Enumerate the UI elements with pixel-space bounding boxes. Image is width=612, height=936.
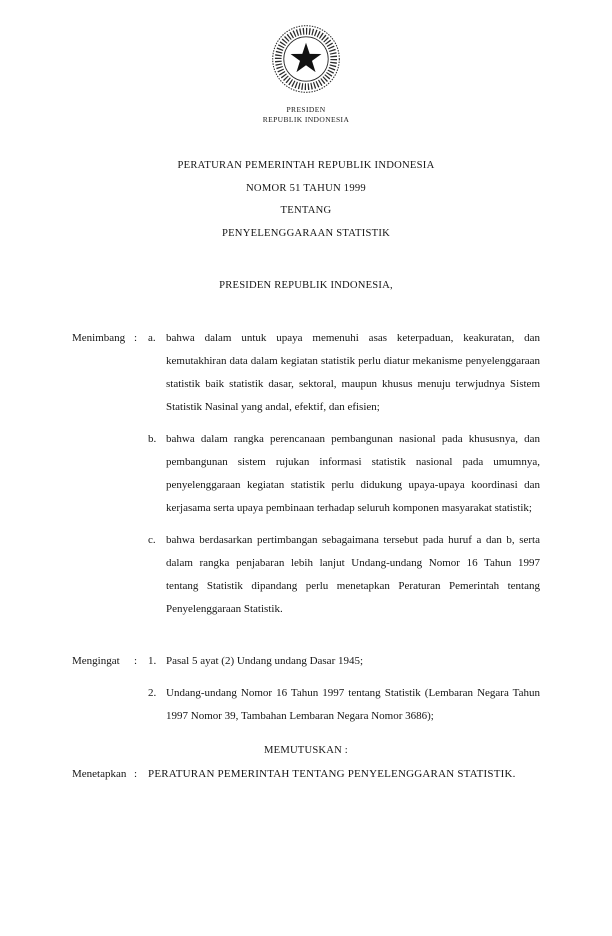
item-marker: a. (148, 332, 156, 344)
menetapkan-text: PERATURAN PEMERINTAH TENTANG PENYELENGGARAN STATISTIK. (148, 768, 516, 780)
item-text: bahwa dalam rangka perencanaan pembangunan nasional pada khususnya, dan pembangunan sistem rujukan informasi statistik nasional pada umumnya, penyelenggaraan kegiatan statistik perlu didukung upaya-upaya koordinasi dan kerjasama serta upaya pembinaan terhadap seluruh komponen masyarakat statistik; (166, 433, 540, 514)
memutuskan-heading: MEMUTUSKAN : (264, 745, 348, 756)
seal-caption (72, 105, 540, 125)
mengingat-item-1 (72, 650, 540, 673)
title-line-subject: PENYELENGGARAAN STATISTIK (221, 227, 391, 239)
menimbang-item-b (72, 428, 540, 520)
mengingat-item-2 (72, 682, 540, 728)
menimbang-colon: : (134, 332, 138, 344)
menetapkan-colon: : (134, 768, 138, 780)
title-line-tentang: TENTANG (280, 205, 332, 216)
seal-caption-line2: REPUBLIK INDONESIA (262, 115, 350, 124)
seal-block (72, 22, 540, 125)
item-marker: 1. (148, 655, 157, 667)
star-wreath-emblem-icon (267, 22, 345, 96)
title-line-number: NOMOR 51 TAHUN 1999 (246, 182, 366, 194)
menimbang-section (72, 327, 540, 621)
item-marker: c. (148, 534, 156, 546)
menimbang-label: Menimbang (72, 332, 126, 344)
item-text: Pasal 5 ayat (2) Undang undang Dasar 1945; (166, 655, 364, 667)
item-text: bahwa dalam untuk upaya memenuhi asas keterpaduan, keakuratan, dan kemutakhiran data dalam kegiatan statistik perlu diatur mekanisme penyelenggaraan statistik baik statistik dasar, sektoral, maupun khusus menuju terwjudnya Sistem Statistik Nasinal yang andal, efektif, dan efisien; (166, 332, 540, 413)
item-marker: 2. (148, 687, 157, 699)
menetapkan-section (72, 763, 540, 786)
menetapkan-row (72, 763, 540, 786)
menimbang-item-a (72, 327, 540, 419)
title-line-regulation: PERATURAN PEMERINTAH REPUBLIK INDONESIA (177, 160, 435, 171)
item-marker: b. (148, 433, 157, 445)
menetapkan-label: Menetapkan (72, 768, 127, 780)
seal-caption-line1: PRESIDEN (286, 105, 326, 114)
document-title-block (72, 155, 540, 245)
mengingat-section (72, 650, 540, 728)
mengingat-colon: : (134, 655, 138, 667)
item-text: bahwa berdasarkan pertimbangan sebagaimana tersebut pada huruf a dan b, serta dalam rangka penjabaran lebih lanjut Undang-undang Nomor 16 Tahun 1997 tentang Statistik dipandang perlu menetapkan Peraturan Pemerintah tentang Penyelenggaraan Statistik. (166, 534, 540, 615)
mengingat-label: Mengingat (72, 655, 120, 667)
menimbang-item-c (72, 529, 540, 621)
preamble-line: PRESIDEN REPUBLIK INDONESIA, (219, 280, 393, 291)
item-text: Undang-undang Nomor 16 Tahun 1997 tentang Statistik (Lembaran Negara Tahun 1997 Nomor 39, Tambahan Lembaran Negara Nomor 3686); (166, 687, 540, 722)
